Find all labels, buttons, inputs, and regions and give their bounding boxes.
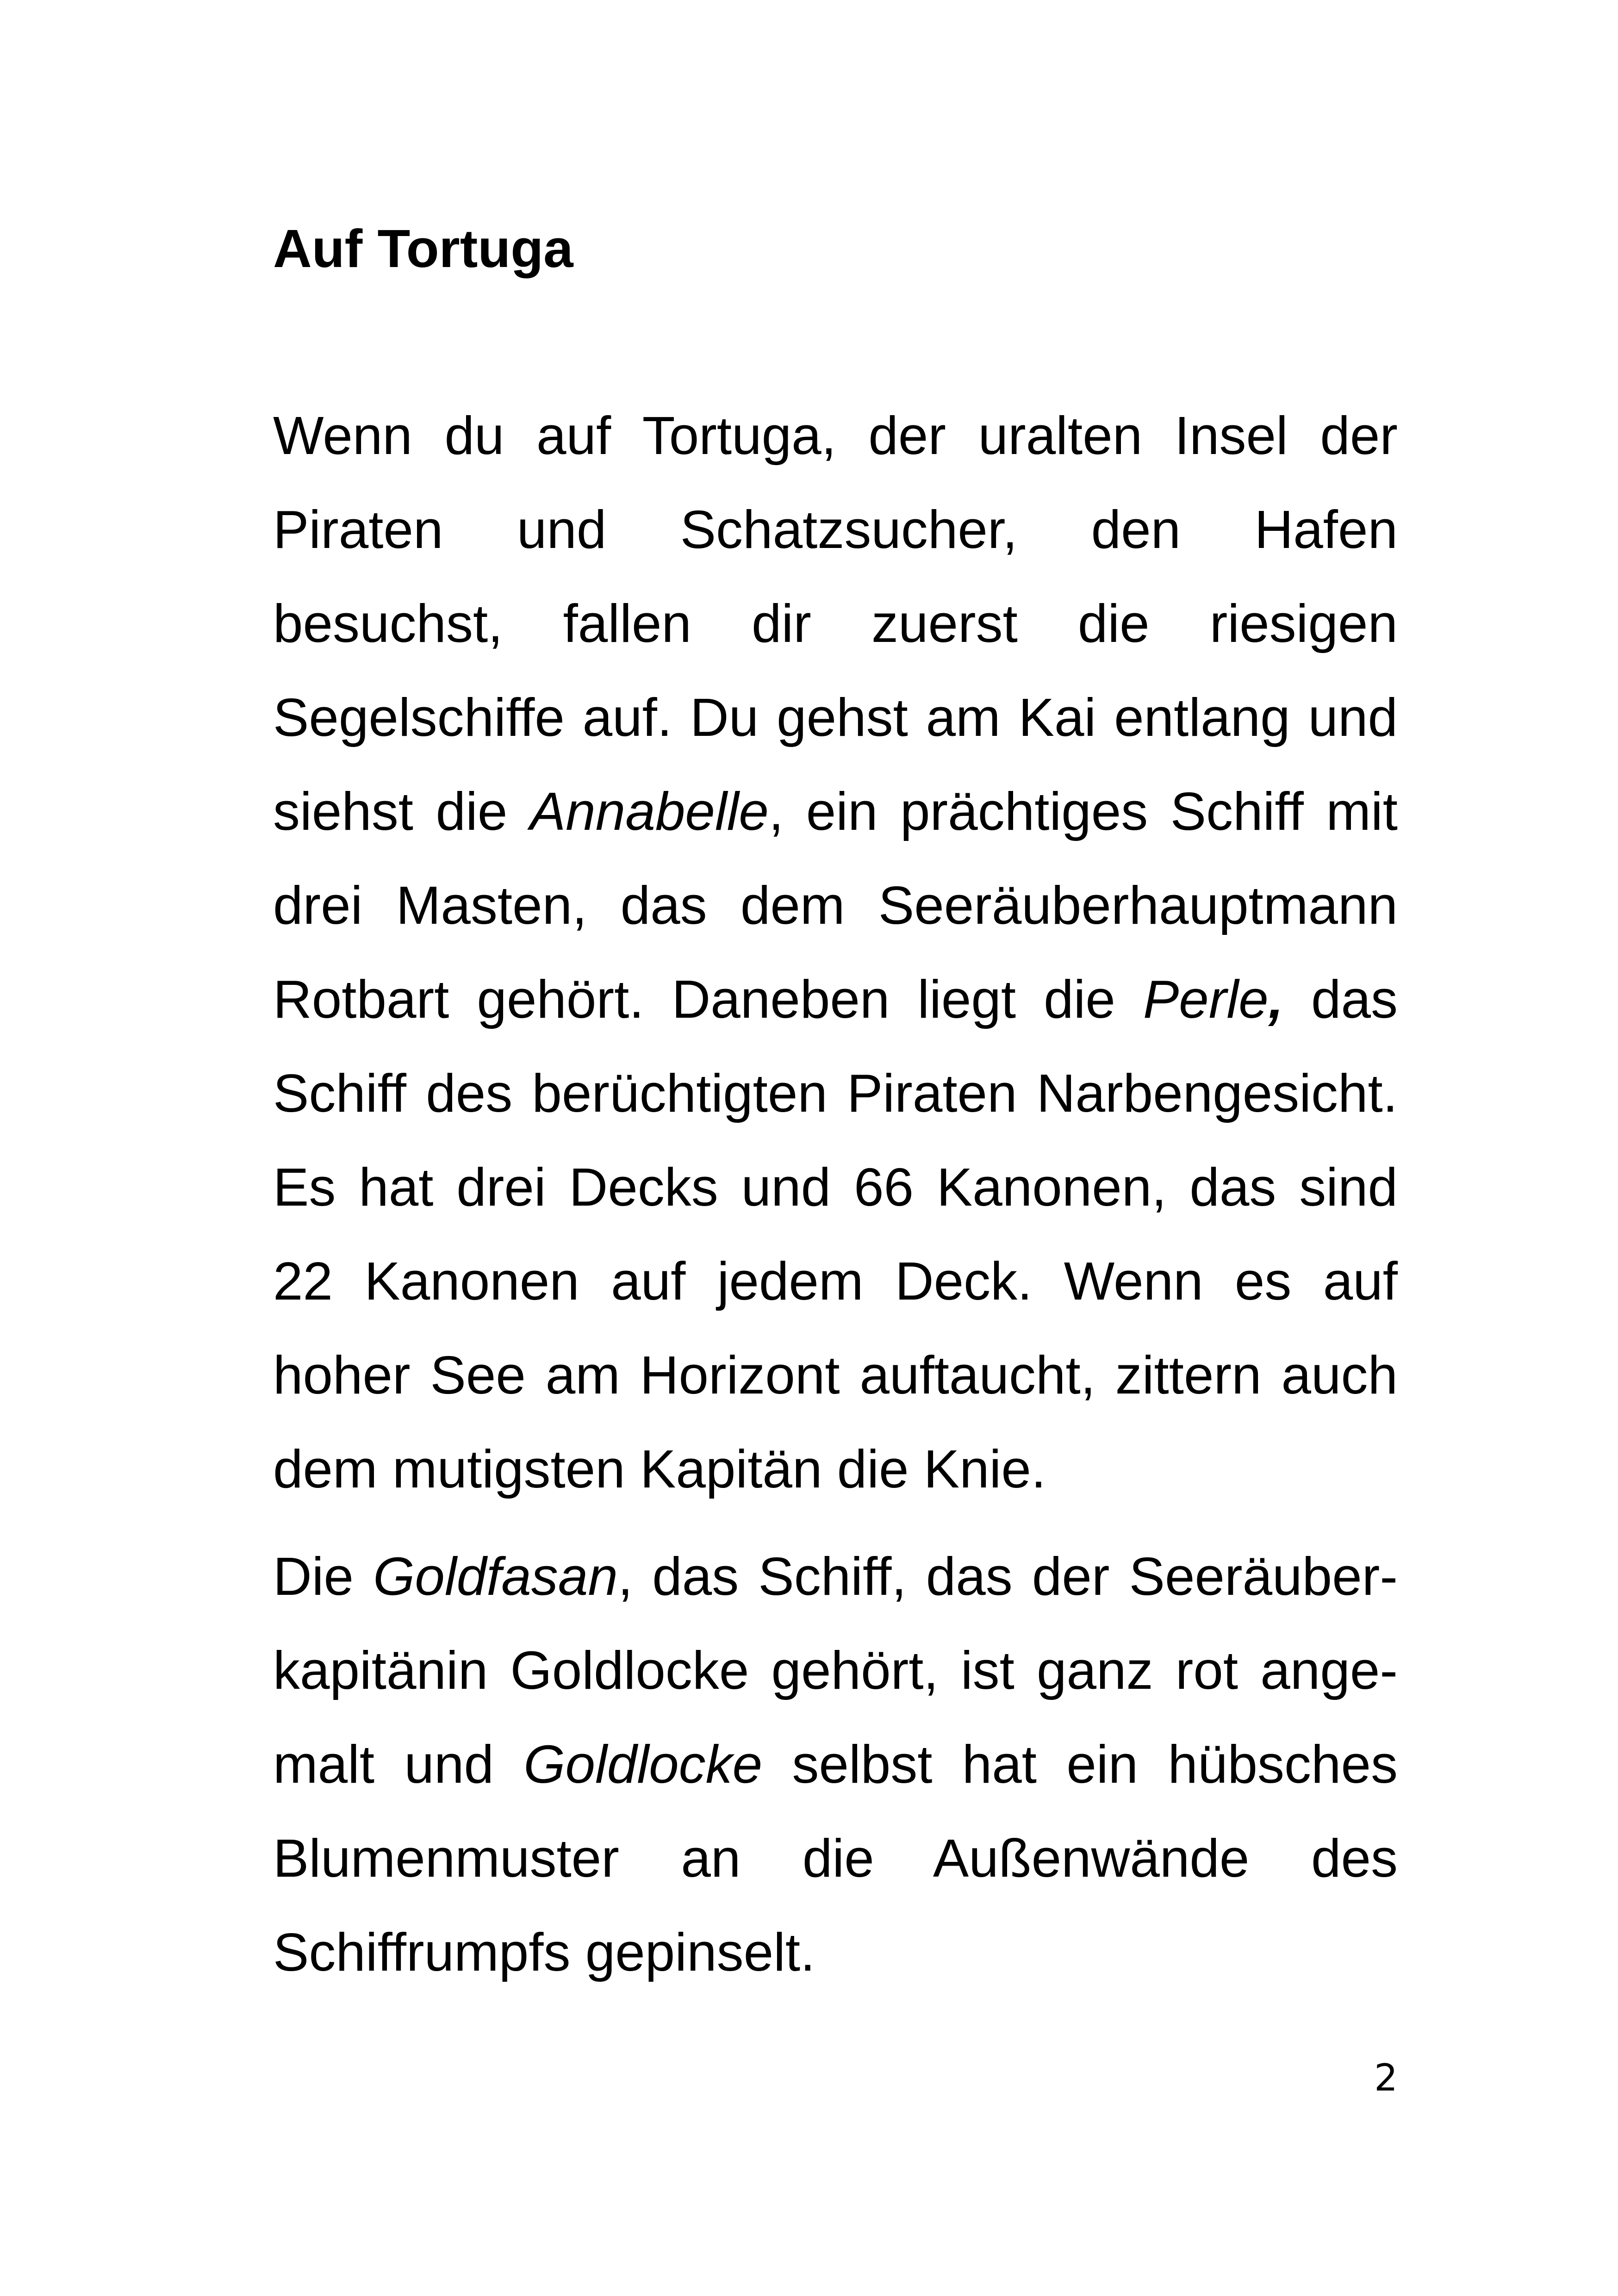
paragraph-1 bbox=[273, 389, 1398, 1516]
captain-name-goldlocke: Goldlocke bbox=[523, 1734, 763, 1794]
paragraph-1-text-c: das Schiff des berüchtigten Piraten Narbengesicht. Es hat drei Decks und 66 Kanonen, das sind 22 Kanonen auf jedem Deck. Wenn es auf hoher See am Horizont auftaucht, zittern auch dem mutigsten Kapitän die Knie. bbox=[273, 969, 1398, 1499]
ship-name-annabelle: Annabelle bbox=[529, 781, 769, 841]
ship-name-goldfasan: Goldfasan bbox=[373, 1546, 618, 1606]
page-title: Auf Tortuga bbox=[273, 218, 573, 279]
paragraph-2-text-a: Die bbox=[273, 1546, 373, 1606]
paragraph-2-text-c: selbst hat ein hübsches Blumenmuster an die Außenwände des Schiffrumpfs gepinselt. bbox=[273, 1734, 1398, 1982]
paragraph-2 bbox=[273, 1530, 1398, 1999]
ship-name-perle-comma: , bbox=[1268, 969, 1283, 1029]
ship-name-perle: Perle bbox=[1143, 969, 1269, 1029]
paragraph-1-text-a: Wenn du auf Tortuga, der uralten Insel der Piraten und Schatzsucher, den Hafen besuchst, fallen dir zuerst die riesigen Segelschiffe auf. Du gehst am Kai entlang und siehst die bbox=[273, 405, 1398, 841]
paragraph-2-text-b: , das Schiff, das der Seeräuberkapitänin Goldlocke gehört, ist ganz rot angemalt und bbox=[273, 1546, 1398, 1794]
paragraph-1-text-b: , ein prächtiges Schiff mit drei Masten, das dem Seeräuberhauptmann Rotbart gehört. Daneben liegt die bbox=[273, 781, 1398, 1029]
page-number: 2 bbox=[1374, 2056, 1398, 2099]
